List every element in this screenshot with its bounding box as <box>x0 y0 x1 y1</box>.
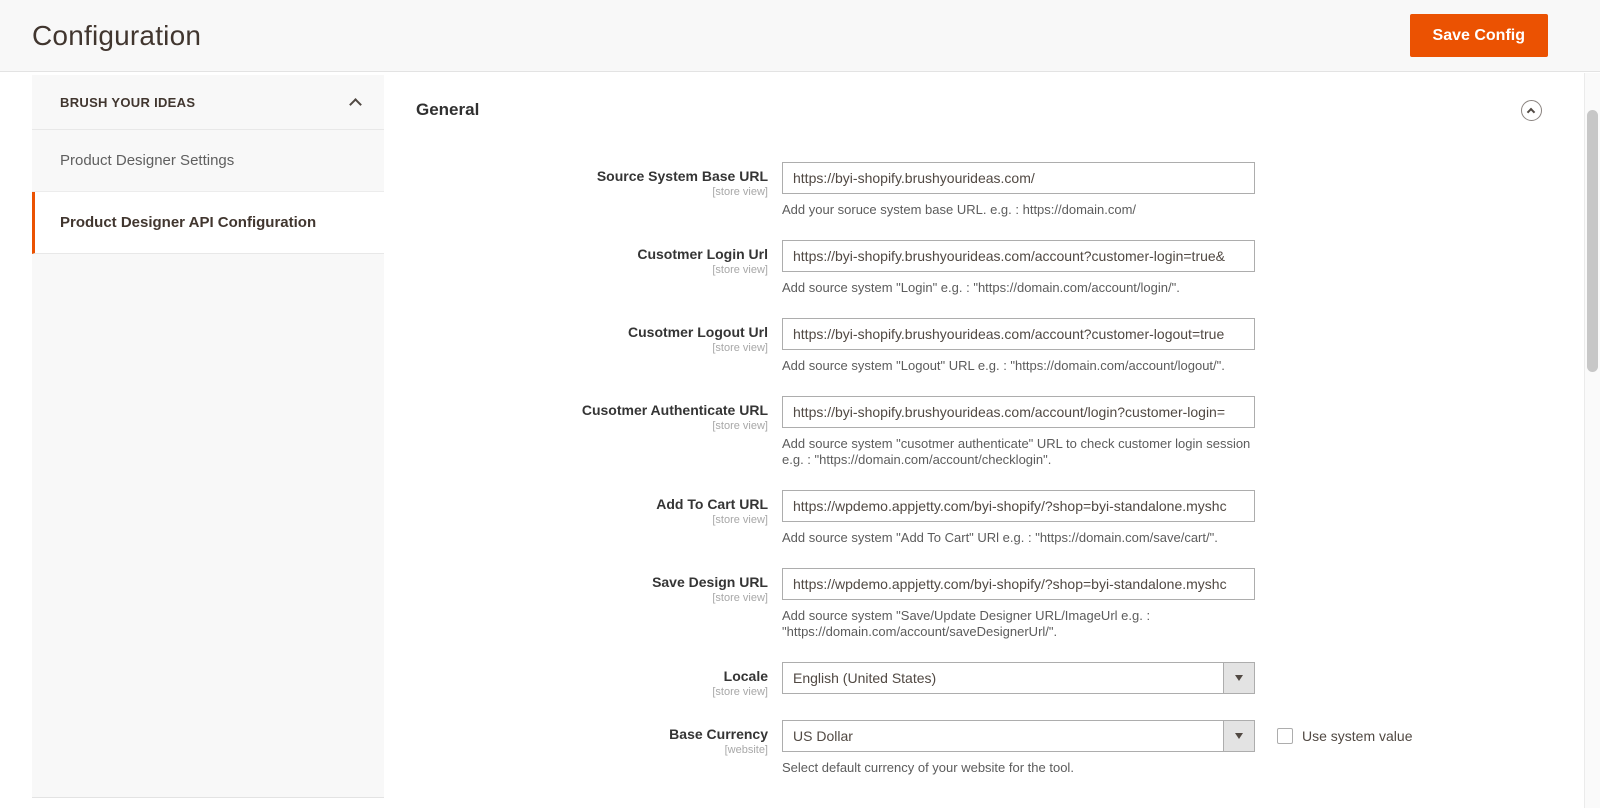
field-row <box>416 162 1542 218</box>
field-help: Add source system "Login" e.g. : "https://domain.com/account/login/". <box>782 280 1180 295</box>
field-row <box>416 396 1542 468</box>
field-select[interactable] <box>782 720 1255 752</box>
control-line <box>782 318 1255 350</box>
chevron-up-icon <box>1527 107 1535 115</box>
use-system-value-checkbox[interactable] <box>1277 728 1293 744</box>
field-input[interactable] <box>782 318 1255 350</box>
field-label-column <box>416 720 768 776</box>
field-label: Add To Cart URL <box>656 496 768 512</box>
field-label-column <box>416 568 768 640</box>
field-control-column <box>782 568 1255 640</box>
field-control-column <box>782 662 1255 698</box>
page-header <box>0 0 1600 72</box>
config-nav-sidebar <box>32 75 384 798</box>
general-section-header <box>416 99 1542 121</box>
field-label-column <box>416 662 768 698</box>
field-help: Add source system "Logout" URL e.g. : "https://domain.com/account/logout/". <box>782 358 1225 373</box>
field-label: Cusotmer Authenticate URL <box>581 402 768 418</box>
sidebar-section-brush-your-ideas[interactable] <box>32 75 384 130</box>
field-scope: [store view] <box>712 342 768 354</box>
field-scope: [store view] <box>712 264 768 276</box>
field-scope: [store view] <box>712 686 768 698</box>
field-input[interactable] <box>782 490 1255 522</box>
scrollbar-thumb[interactable] <box>1587 110 1598 372</box>
save-config-button[interactable]: Save Config <box>1410 14 1548 57</box>
field-help: Add your soruce system base URL. e.g. : https://domain.com/ <box>782 202 1137 217</box>
field-row <box>416 318 1542 374</box>
field-select[interactable] <box>782 662 1255 694</box>
field-label-column <box>416 240 768 296</box>
field-row <box>416 240 1542 296</box>
field-label-column <box>416 318 768 374</box>
field-help: Select default currency of your website for the tool. <box>782 760 1074 775</box>
field-label-column <box>416 396 768 468</box>
chevron-down-icon[interactable] <box>1223 721 1254 751</box>
sidebar-section-label: BRUSH YOUR IDEAS <box>60 94 196 110</box>
field-label-column <box>416 162 768 218</box>
page-title: Configuration <box>32 19 202 51</box>
field-row <box>416 490 1542 546</box>
control-line <box>782 490 1255 522</box>
field-control-column <box>782 490 1255 546</box>
field-label: Base Currency <box>669 726 768 742</box>
sidebar-item-label: Product Designer API Configuration <box>60 214 317 231</box>
field-scope: [store view] <box>712 592 768 604</box>
field-control-column <box>782 162 1255 218</box>
field-input[interactable] <box>782 396 1255 428</box>
field-scope: [store view] <box>712 420 768 432</box>
field-input[interactable] <box>782 240 1255 272</box>
field-row <box>416 662 1542 698</box>
caret-down-icon <box>1235 675 1243 681</box>
checkbox-label: Use system value <box>1302 728 1413 744</box>
control-line <box>782 662 1255 694</box>
vertical-scrollbar[interactable] <box>1584 73 1600 808</box>
field-input[interactable] <box>782 162 1255 194</box>
field-control-column <box>782 318 1255 374</box>
sidebar-item-label: Product Designer Settings <box>60 152 235 169</box>
field-label: Source System Base URL <box>596 168 768 184</box>
content <box>0 75 1600 798</box>
field-label: Cusotmer Login Url <box>637 246 768 262</box>
field-help: Add source system "Save/Update Designer URL/ImageUrl e.g. : "https://domain.com/account/saveDesignerUrl/". <box>782 608 1151 639</box>
control-line <box>782 240 1255 272</box>
use-system-value-group[interactable] <box>1277 728 1412 744</box>
field-control-column <box>782 240 1255 296</box>
caret-down-icon <box>1235 733 1243 739</box>
field-label: Save Design URL <box>652 574 768 590</box>
field-scope: [website] <box>724 744 768 756</box>
collapse-section-button[interactable] <box>1521 100 1542 121</box>
select-value: US Dollar <box>793 728 853 744</box>
chevron-down-icon[interactable] <box>1223 663 1254 693</box>
control-line <box>782 162 1255 194</box>
select-value: English (United States) <box>793 670 937 686</box>
field-scope: [store view] <box>712 514 768 526</box>
main-panel <box>384 75 1600 798</box>
field-label-column <box>416 490 768 546</box>
field-control-column <box>782 720 1412 776</box>
field-control-column <box>782 396 1255 468</box>
fields <box>416 162 1542 776</box>
chevron-up-icon <box>349 98 362 111</box>
sidebar-item-product-designer-settings[interactable] <box>32 130 384 192</box>
control-line <box>782 396 1255 428</box>
field-row <box>416 568 1542 640</box>
field-help: Add source system "cusotmer authenticate" URL to check customer login session e.g. : "https://domain.com/account/checklogin". <box>782 436 1251 467</box>
sidebar-item-product-designer-api-configuration[interactable] <box>32 192 384 254</box>
field-scope: [store view] <box>712 186 768 198</box>
field-input[interactable] <box>782 568 1255 600</box>
field-label: Cusotmer Logout Url <box>628 324 768 340</box>
field-label: Locale <box>723 668 768 684</box>
field-help: Add source system "Add To Cart" URl e.g. : "https://domain.com/save/cart/". <box>782 530 1218 545</box>
control-line <box>782 568 1255 600</box>
field-row <box>416 720 1542 776</box>
section-title: General <box>416 100 480 119</box>
control-line <box>782 720 1412 752</box>
